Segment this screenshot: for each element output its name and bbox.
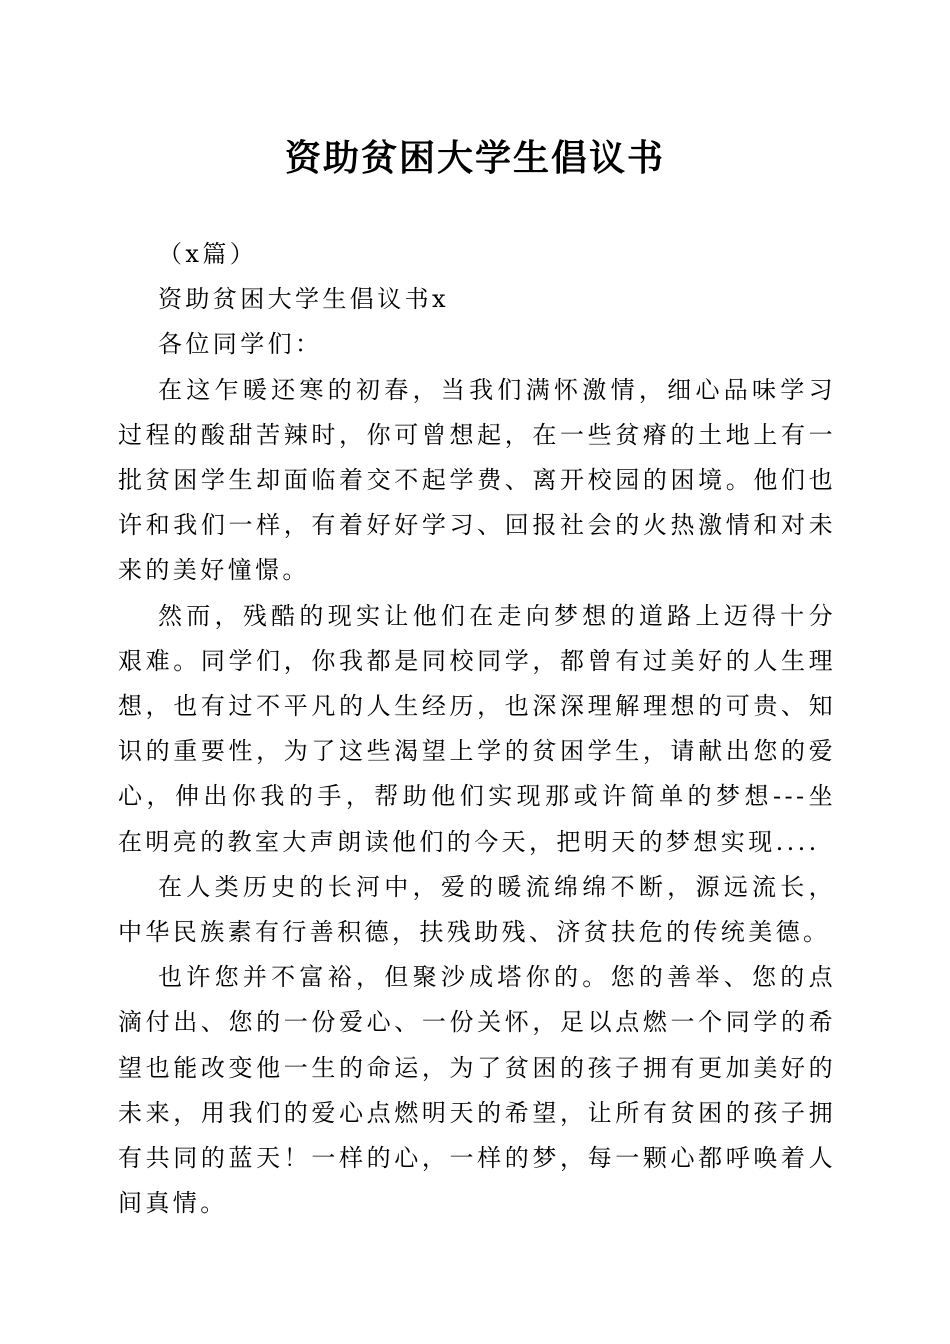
salutation: 各位同学们：: [158, 330, 323, 359]
paragraph-intro: 在这乍暖还寒的初春，当我们满怀激情，细心品味学习过程的酸甜苦辣时，你可曾想起，在一些贫瘠的土地上有一批贫困学生却面临着交不起学费、离开校园的困境。他们也许和我们一样，有着好好学习、回报社会的火热激情和对未来的美好憧憬。: [118, 375, 836, 585]
paragraph-reality: 然而，残酷的现实让他们在走向梦想的道路上迈得十分艰难。同学们，你我都是同校同学，都曾有过美好的人生理想，也有过不平凡的人生经历，也深深理解理想的可贵、知识的重要性，为了这些渴望上学的贫困学生，请献出您的爱心，伸出你我的手，帮助他们实现那或许简单的梦想---坐在明亮的教室大声朗读他们的今天，把明天的梦想实现....: [118, 601, 836, 856]
section-heading: 资助贫困大学生倡议书x: [158, 285, 449, 314]
paragraph-tradition: 在人类历史的长河中，爱的暖流绵绵不断，源远流长，中华民族素有行善积德，扶残助残、济贫扶危的传统美德。: [118, 872, 836, 947]
document-body: [118, 232, 836, 1226]
subtitle-count: （x篇）: [158, 240, 258, 268]
paragraph-appeal: 也许您并不富裕，但聚沙成塔你的。您的善举、您的点滴付出、您的一份爱心、一份关怀，足以点燃一个同学的希望也能改变他一生的命运，为了贫困的孩子拥有更加美好的未来，用我们的爱心点燃明天的希望，让所有贫困的孩子拥有共同的蓝天！一样的心，一样的梦，每一颗心都呼唤着人间真情。: [118, 963, 836, 1218]
document-title: 资助贫困大学生倡议书: [284, 137, 665, 179]
